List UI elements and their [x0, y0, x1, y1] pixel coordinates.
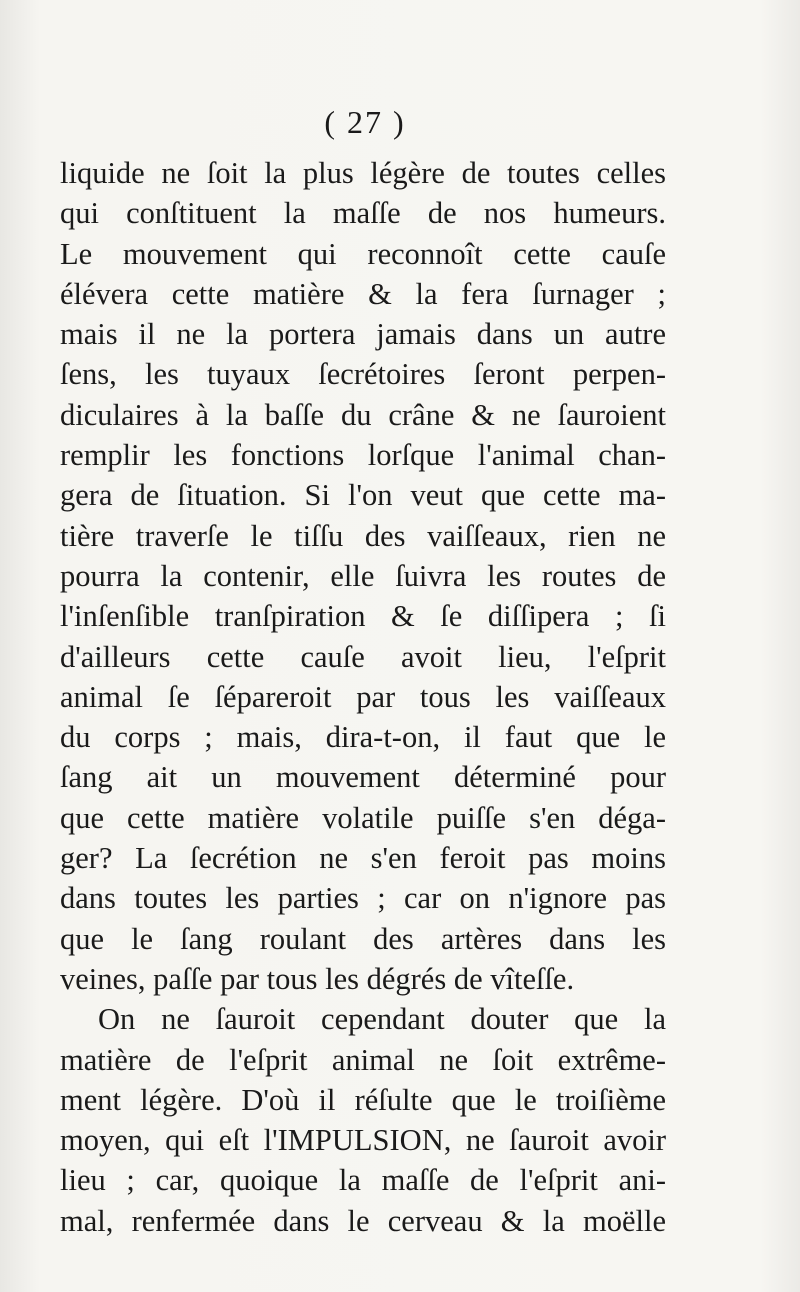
text-line: du corps ; mais, dira-t-on, il faut que le [60, 720, 666, 755]
text-line: ment légère. D'où il réſulte que le troiſième [60, 1082, 666, 1117]
text-line: diculaires à la baſſe du crâne & ne ſauroient [60, 397, 666, 432]
page-number: ( 27 ) [324, 104, 406, 140]
text-line: que cette matière volatile puiſſe s'en déga- [60, 800, 666, 835]
text-line: mais il ne la portera jamais dans un autre [60, 317, 666, 352]
text-line: pourra la contenir, elle ſuivra les routes de [60, 558, 666, 593]
text-line: ſens, les tuyaux ſecrétoires ſeront perpen- [60, 357, 666, 392]
text-line: tière traverſe le tiſſu des vaiſſeaux, rien ne [60, 518, 666, 553]
text-line: Le mouvement qui reconnoît cette cauſe [60, 236, 666, 271]
text-line: moyen, qui eſt l'IMPULSION, ne ſauroit avoir [60, 1123, 666, 1158]
text-line: matière de l'eſprit animal ne ſoit extrême- [60, 1042, 666, 1077]
text-line: ſang ait un mouvement déterminé pour [60, 760, 666, 795]
text-line: On ne ſauroit cependant douter que la [98, 1002, 666, 1037]
text-line: élévera cette matière & la fera ſurnager ; [60, 276, 666, 311]
text-line: mal, renfermée dans le cerveau & la moëlle [60, 1203, 666, 1238]
text-line: remplir les fonctions lorſque l'animal chan- [60, 438, 666, 473]
body-text [60, 153, 666, 1241]
text-line: l'inſenſible tranſpiration & ſe diſſipera ; ſi [60, 599, 666, 634]
text-line: que le ſang roulant des artères dans les [60, 921, 666, 956]
text-line: d'ailleurs cette cauſe avoit lieu, l'eſprit [60, 639, 666, 674]
text-line: gera de ſituation. Si l'on veut que cette ma- [60, 478, 666, 513]
text-line: qui conſtituent la maſſe de nos humeurs. [60, 196, 666, 231]
text-line: animal ſe ſépareroit par tous les vaiſſeaux [60, 679, 666, 714]
text-line: ger? La ſecrétion ne s'en feroit pas moins [60, 841, 666, 876]
text-line: dans toutes les parties ; car on n'ignore pas [60, 881, 666, 916]
text-line: lieu ; car, quoique la maſſe de l'eſprit ani- [60, 1163, 666, 1198]
text-line: liquide ne ſoit la plus légère de toutes celles [60, 156, 666, 190]
text-line: veines, paſſe par tous les dégrés de vîteſſe. [60, 961, 575, 996]
